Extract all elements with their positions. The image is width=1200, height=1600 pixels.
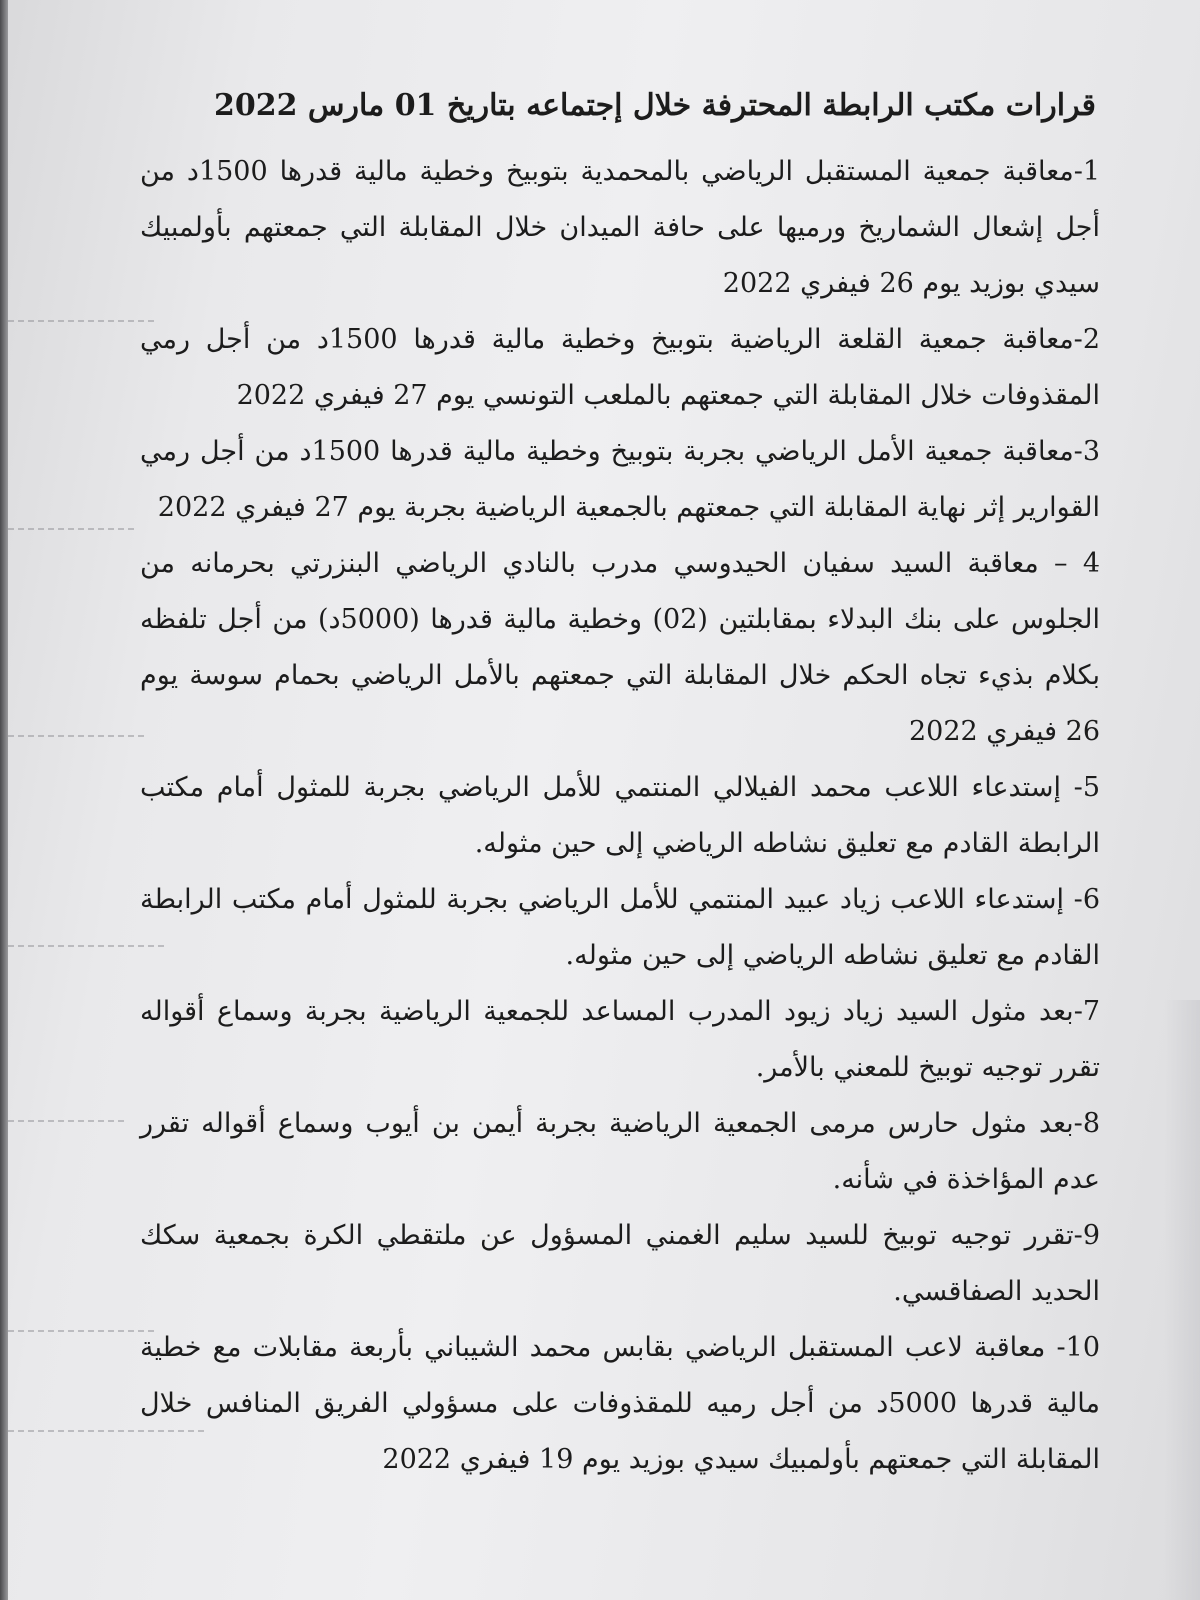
paper-sheet — [8, 0, 1200, 1600]
decision-item-2: 2-معاقبة جمعية القلعة الرياضية بتوبيخ وخطية مالية قدرها 1500د من أجل رمي المقذوفات خلال المقابلة التي جمعتهم بالملعب التونسي يوم 27 فيفري 2022 — [140, 324, 1100, 411]
decision-item-5: 5- إستدعاء اللاعب محمد الفيلالي المنتمي للأمل الرياضي بجربة للمثول أمام مكتب الرابطة القادم مع تعليق نشاطه الرياضي إلى حين مثوله. — [140, 772, 1100, 859]
decision-item-8: 8-بعد مثول حارس مرمى الجمعية الرياضية بجربة أيمن بن أيوب وسماع أقواله تقرر عدم المؤاخذة في شأنه. — [140, 1108, 1100, 1195]
paper-edge-shadow — [1164, 1000, 1200, 1600]
bleed-through-line — [8, 1120, 128, 1122]
bleed-through-line — [8, 735, 148, 737]
decision-item-4: 4 – معاقبة السيد سفيان الحيدوسي مدرب بالنادي الرياضي البنزرتي بحرمانه من الجلوس على بنك البدلاء بمقابلتين (02) وخطية مالية قدرها (5000د) من أجل تلفظه بكلام بذيء تجاه الحكم خلال المقابلة التي جمعتهم بالأمل الرياضي بحمام سوسة يوم 26 فيفري 2022 — [140, 548, 1100, 747]
decision-item-6: 6- إستدعاء اللاعب زياد عبيد المنتمي للأمل الرياضي بجربة للمثول أمام مكتب الرابطة القادم مع تعليق نشاطه الرياضي إلى حين مثوله. — [140, 884, 1100, 971]
bleed-through-line — [8, 528, 138, 530]
decision-item-3: 3-معاقبة جمعية الأمل الرياضي بجربة بتوبيخ وخطية مالية قدرها 1500د من أجل رمي القوارير إثر نهاية المقابلة التي جمعتهم بالجمعية الرياضية بجربة يوم 27 فيفري 2022 — [140, 436, 1100, 523]
decision-item-1: 1-معاقبة جمعية المستقبل الرياضي بالمحمدية بتوبيخ وخطية مالية قدرها 1500د من أجل إشعال الشماريخ ورميها على حافة الميدان خلال المقابلة التي جمعتهم بأولمبيك سيدي بوزيد يوم 26 فيفري 2022 — [140, 156, 1101, 299]
document-body — [140, 78, 1100, 1488]
document-title: قرارات مكتب الرابطة المحترفة خلال إجتماعه بتاريخ 01 مارس 2022 — [213, 88, 1096, 123]
bleed-through-line — [8, 1330, 158, 1332]
bleed-through-line — [8, 320, 158, 322]
decision-item-7: 7-بعد مثول السيد زياد زيود المدرب المساعد للجمعية الرياضية بجربة وسماع أقواله تقرر توجيه توبيخ للمعني بالأمر. — [140, 996, 1100, 1083]
decision-item-9: 9-تقرر توجيه توبيخ للسيد سليم الغمني المسؤول عن ملتقطي الكرة بجمعية سكك الحديد الصفاقسي. — [140, 1220, 1100, 1307]
decision-item-10: 10- معاقبة لاعب المستقبل الرياضي بقابس محمد الشيباني بأربعة مقابلات مع خطية مالية قدرها 5000د من أجل رميه للمقذوفات على مسؤولي الفريق المنافس خلال المقابلة التي جمعتهم بأولمبيك سيدي بوزيد يوم 19 فيفري 2022 — [140, 1332, 1100, 1475]
